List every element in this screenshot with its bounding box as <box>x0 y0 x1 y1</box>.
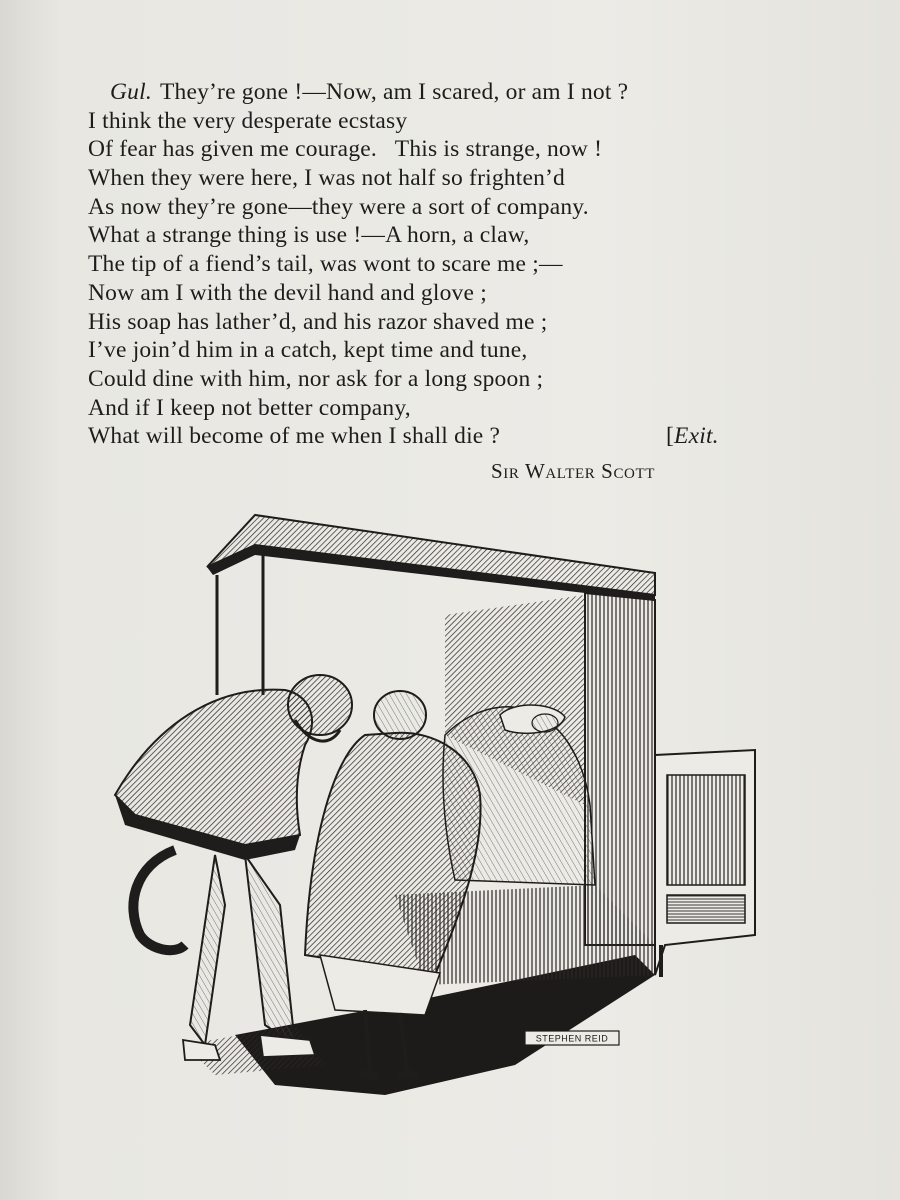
verse-line-12: And if I keep not better company, <box>88 394 411 421</box>
verse-line-8: Now am I with the devil hand and glove ; <box>88 279 487 306</box>
verse-line-1 <box>88 78 768 107</box>
verse-line-11: Could dine with him, nor ask for a long spoon ; <box>88 365 544 392</box>
stage-direction-text: Exit. <box>674 423 719 450</box>
verse-line-7: The tip of a fiend’s tail, was wont to scare me ;— <box>88 251 563 278</box>
verse-line-10: I’ve join’d him in a catch, kept time and tune, <box>88 337 528 364</box>
stage-direction <box>666 422 719 451</box>
verse-line-1-text: They’re gone !—Now, am I scared, or am I not ? <box>159 79 629 105</box>
illustration <box>95 505 775 1105</box>
verse-line-6: What a strange thing is use !—A horn, a claw, <box>88 222 530 249</box>
speaker-name: Gul. <box>110 79 152 105</box>
artist-signature <box>525 1031 619 1045</box>
author-attribution: Sir Walter Scott <box>491 459 656 483</box>
verse-line-2: I think the very desperate ecstasy <box>88 107 408 134</box>
verse-line-3: Of fear has given me courage. This is strange, now ! <box>88 136 603 163</box>
verse-line-13 <box>88 422 768 451</box>
signature-text: STEPHEN REID <box>535 1033 609 1044</box>
verse-line-9: His soap has lather’d, and his razor shaved me ; <box>88 308 548 335</box>
verse-line-5: As now they’re gone—they were a sort of company. <box>88 193 589 220</box>
bedside-cabinet <box>655 750 755 977</box>
verse-block <box>88 78 768 451</box>
verse-line-13-text: What will become of me when I shall die ? <box>88 423 501 450</box>
stage-bracket: [ <box>666 423 675 450</box>
verse-line-4: When they were here, I was not half so frighten’d <box>88 165 566 192</box>
